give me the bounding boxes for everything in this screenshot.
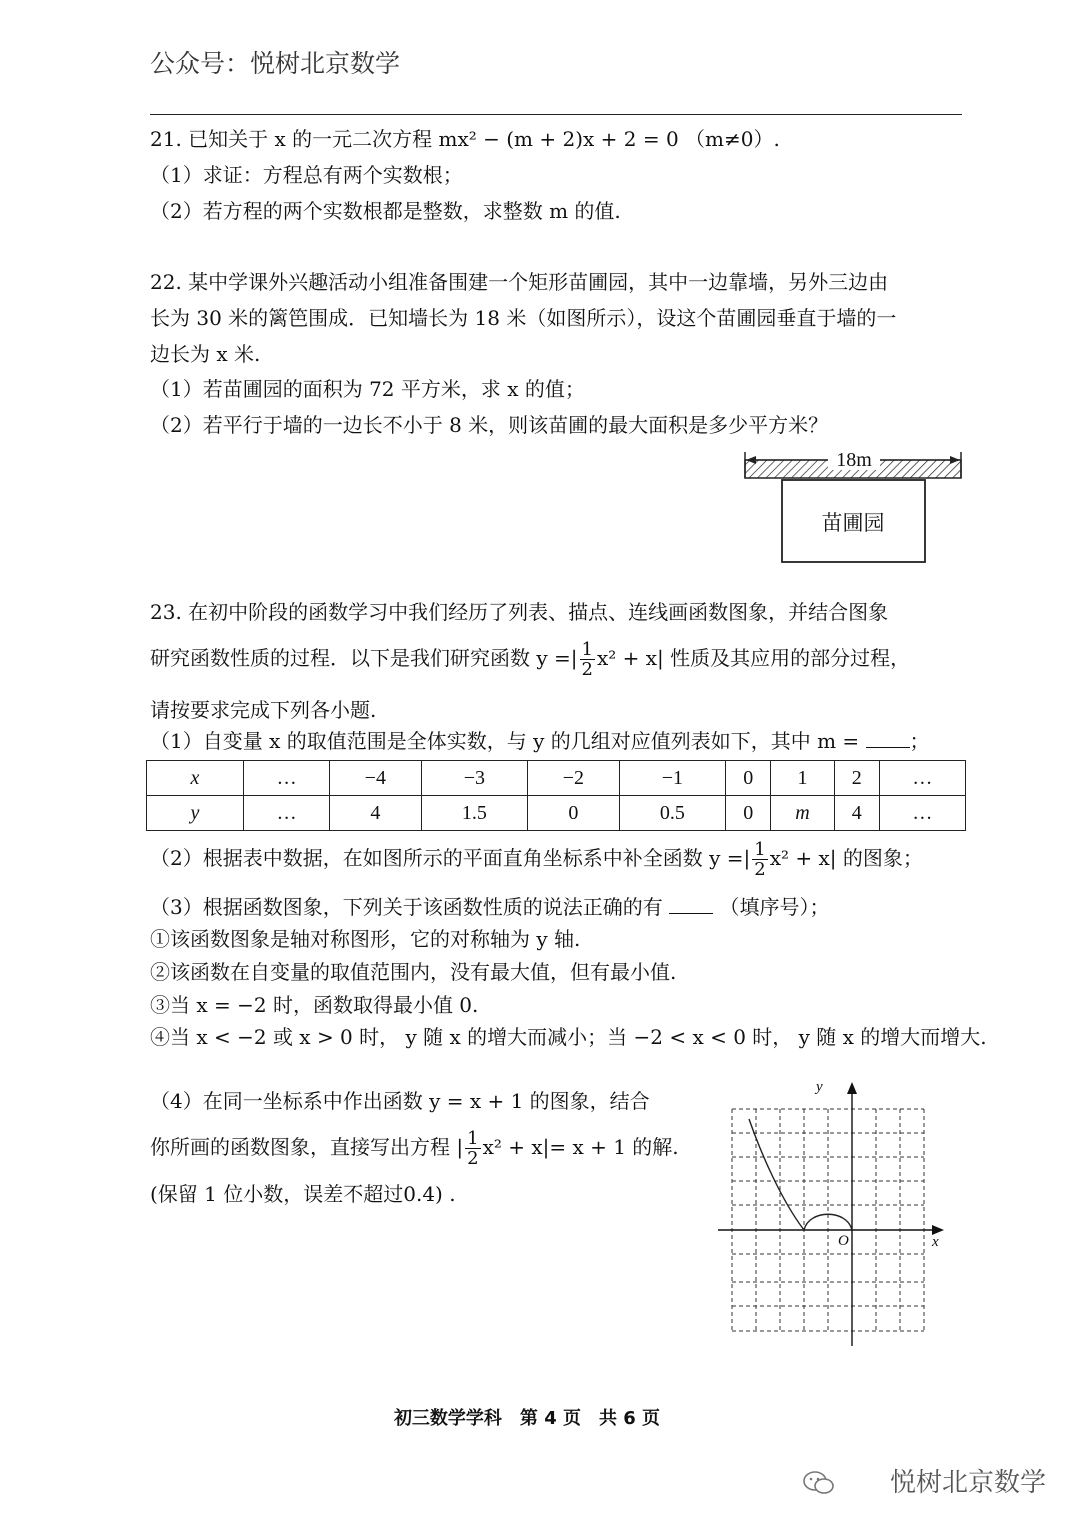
- page-footer: 初三数学学科 第 4 页 共 6 页: [393, 1408, 661, 1429]
- garden-figure: [740, 444, 966, 568]
- q23-part4-line3: (保留 1 位小数，误差不超过0.4) .: [150, 1182, 456, 1206]
- q23-part2: （2）根据表中数据，在如图所示的平面直角坐标系中补全函数 y =| $\frac{1}{2}$ x² + x| 的图象；: [150, 839, 923, 880]
- q23-line3: 请按要求完成下列各小题.: [150, 698, 377, 722]
- wall-length-label: 18m: [836, 449, 872, 471]
- function-curve-left: [749, 1119, 804, 1230]
- y-axis-arrow: [847, 1082, 857, 1094]
- fraction-half: $\frac{1}{2}$: [754, 839, 766, 880]
- statement-2: ②该函数在自变量的取值范围内，没有最大值，但有最小值.: [150, 960, 677, 984]
- wechat-icon: [802, 1470, 836, 1496]
- dashed-grid: [732, 1109, 924, 1331]
- q23-part4-line2: 你所画的函数图象，直接写出方程 | $\frac{1}{2}$ x² + x|= x + 1 的解.: [150, 1128, 679, 1169]
- header-divider: [150, 114, 962, 115]
- fraction-half: $\frac{1}{2}$: [467, 1128, 479, 1169]
- answer-blank-m: [866, 729, 910, 748]
- q21-part1: （1）求证：方程总有两个实数根；: [150, 163, 463, 187]
- statement-1: ①该函数图象是轴对称图形，它的对称轴为 y 轴.: [150, 927, 581, 951]
- fraction-half: $\frac{1}{2}$: [581, 639, 593, 680]
- origin-label: O: [838, 1233, 849, 1249]
- table-row-y: y … 4 1.5 0 0.5 0 m 4 …: [147, 796, 966, 831]
- watermark-text: 悦树北京数学: [889, 1468, 1046, 1498]
- header-title: 公众号：悦树北京数学: [150, 49, 401, 78]
- q23-part3: （3）根据函数图象，下列关于该函数性质的说法正确的有 （填序号）；: [150, 895, 830, 919]
- q23-line1: 23. 在初中阶段的函数学习中我们经历了列表、描点、连线画函数图象，并结合图象: [150, 600, 889, 624]
- statement-3: ③当 x = −2 时，函数取得最小值 0.: [150, 993, 479, 1017]
- q22-part2: （2）若平行于墙的一边长不小于 8 米，则该苗圃的最大面积是多少平方米？: [150, 413, 829, 437]
- value-table: [146, 760, 966, 831]
- q23-part1: （1）自变量 x 的取值范围是全体实数，与 y 的几组对应值列表如下，其中 m = ；: [150, 729, 930, 753]
- q23-part4-line1: （4）在同一坐标系中作出函数 y = x + 1 的图象，结合: [150, 1089, 650, 1113]
- garden-label: 苗圃园: [821, 511, 885, 535]
- q23-line2: 研究函数性质的过程．以下是我们研究函数 y =| $\frac{1}{2}$ x² + x| 性质及其应用的部分过程，: [150, 639, 911, 680]
- x-axis-label: x: [932, 1234, 939, 1250]
- answer-blank-options: [669, 895, 713, 914]
- coordinate-graph: [712, 1076, 952, 1350]
- q22-part1: （1）若苗圃园的面积为 72 平方米，求 x 的值；: [150, 377, 585, 401]
- q22-line2: 长为 30 米的篱笆围成．已知墙长为 18 米（如图所示），设这个苗圃园垂直于墙的一: [150, 306, 897, 330]
- y-axis-label: y: [816, 1079, 823, 1095]
- table-row-x: x … −4 −3 −2 −1 0 1 2 …: [147, 761, 966, 796]
- statement-4: ④当 x < −2 或 x > 0 时， y 随 x 的增大而减小；当 −2 < x < 0 时， y 随 x 的增大而增大.: [150, 1025, 987, 1049]
- q21-stem: 21. 已知关于 x 的一元二次方程 mx² − (m + 2)x + 2 = 0 （m≠0）.: [150, 127, 780, 151]
- q22-line1: 22. 某中学课外兴趣活动小组准备围建一个矩形苗圃园，其中一边靠墙，另外三边由: [150, 270, 889, 294]
- q22-line3: 边长为 x 米.: [150, 342, 261, 366]
- q21-part2: （2）若方程的两个实数根都是整数，求整数 m 的值.: [150, 199, 621, 223]
